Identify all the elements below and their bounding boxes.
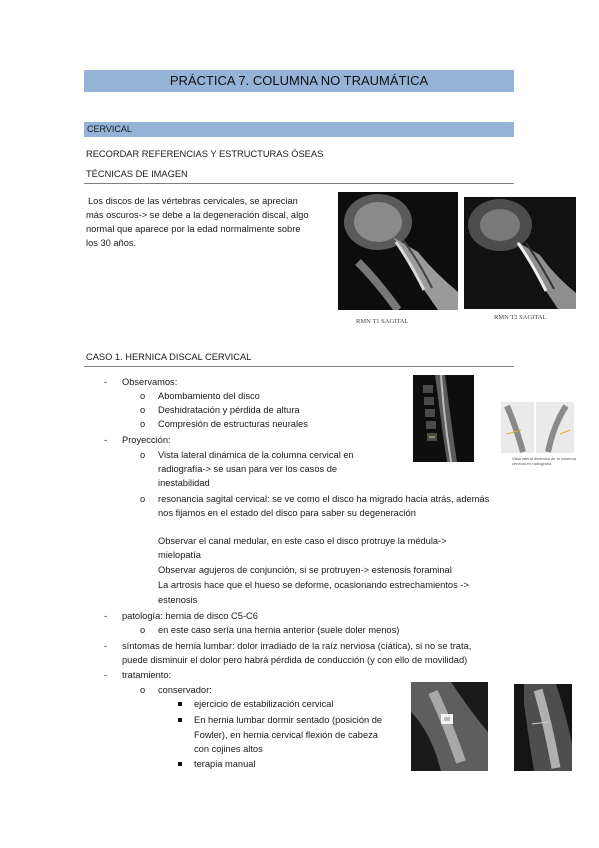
observar-line: Observar agujeros de conjunción, si se protruyen-> estenosis foraminal	[158, 565, 452, 575]
heading-rule	[84, 366, 514, 367]
obs-item: Compresión de estructuras neurales	[158, 419, 308, 429]
mri-t2-sagittal-image	[464, 197, 576, 309]
dash-bullet: -	[104, 435, 108, 445]
obs-item: Abombamiento del disco	[158, 391, 260, 401]
circle-bullet: o	[140, 405, 146, 415]
caption-rmn-t2: RMN T2 SAGITAL	[494, 314, 547, 321]
tecnicas-heading: TÉCNICAS DE IMAGEN	[86, 169, 188, 179]
patologia-label: patología: hernia de disco C5-C6	[122, 611, 258, 621]
tecnicas-line: los 30 años.	[86, 238, 137, 248]
caso-heading: CASO 1. HERNICA DISCAL CERVICAL	[86, 352, 252, 362]
circle-bullet: o	[140, 450, 146, 460]
proy-item1-line: Vista lateral dinámica de la columna cervical en	[158, 450, 354, 460]
tratamiento-label: tratamiento:	[122, 670, 172, 680]
circle-bullet: o	[140, 685, 146, 695]
circle-bullet: o	[140, 494, 146, 504]
proy-item1-line: radiografía-> se usan para ver los casos de	[158, 464, 338, 474]
conservador-label: conservador:	[158, 685, 212, 695]
proy-item2-line: resonancia sagital cervical: se ve como el disco ha migrado hacia atrás, además	[158, 494, 490, 504]
cons-item: ejercicio de estabilización cervical	[194, 699, 334, 709]
patologia-sub: en este caso sería una hernia anterior (suele doler menos)	[158, 625, 400, 635]
circle-bullet: o	[140, 419, 146, 429]
xray-caption: Vista lateral dinámica de la columna cervical en radiografía	[512, 456, 576, 466]
proyeccion-label: Proyección:	[122, 435, 171, 445]
mri-t1-sagittal-image	[338, 192, 458, 310]
observar-line: mielopatía	[158, 550, 201, 560]
xray-cervical-fixation-image	[411, 682, 488, 771]
heading-rule	[84, 183, 514, 184]
observar-line: estenosis	[158, 595, 198, 605]
dash-bullet: -	[104, 670, 108, 680]
cons-item: terapia manual	[194, 759, 256, 769]
cons-item: Fowler), en hernia cervical flexión de cabeza	[194, 730, 378, 740]
proy-item1-line: inestabilidad	[158, 478, 210, 488]
square-bullet	[178, 718, 182, 722]
xray-cervical-lateral-image	[514, 684, 572, 771]
obs-item: Deshidratación y pérdida de altura	[158, 405, 300, 415]
xray-flexion-image	[501, 402, 534, 453]
recordar-heading: RECORDAR REFERENCIAS Y ESTRUCTURAS ÓSEAS	[86, 149, 324, 159]
observar-line: Observar el canal medular, en este caso el disco protruye la médula->	[158, 536, 447, 546]
tecnicas-line: Los discos de las vértebras cervicales, se aprecian	[88, 196, 298, 206]
proy-item2-line: nos fijamos en el estado del disco para saber su degeneración	[158, 508, 416, 518]
observamos-label: Observamos:	[122, 377, 178, 387]
mri-cervical-sagittal-image	[413, 375, 474, 462]
cons-item: con cojines altos	[194, 744, 263, 754]
dash-bullet: -	[104, 641, 108, 651]
dash-bullet: -	[104, 377, 108, 387]
dash-bullet: -	[104, 611, 108, 621]
section-header-cervical: CERVICAL	[84, 122, 514, 137]
xray-extension-image	[536, 402, 574, 453]
circle-bullet: o	[140, 391, 146, 401]
caption-rmn-t1: RMN T1 SAGITAL	[356, 318, 409, 325]
tecnicas-line: normal que aparece por la edad normalmente sobre	[86, 224, 301, 234]
observar-line: La artrosis hace que el hueso se deforme, ocasionando estrechamientos ->	[158, 580, 469, 590]
tecnicas-line: más oscuros-> se debe a la degeneración discal, algo	[86, 210, 309, 220]
circle-bullet: o	[140, 625, 146, 635]
page-title: PRÁCTICA 7. COLUMNA NO TRAUMÁTICA	[84, 70, 514, 92]
cons-item: En hernia lumbar dormir sentado (posición de	[194, 715, 383, 725]
square-bullet	[178, 762, 182, 766]
square-bullet	[178, 702, 182, 706]
sintomas-line: síntomas de hernia lumbar: dolor irradiado de la raíz nerviosa (ciática), si no se trata,	[122, 641, 472, 651]
sintomas-line: puede disminuir el dolor pero habrá pérdida de conducción (y con ello de movilidad)	[122, 655, 468, 665]
